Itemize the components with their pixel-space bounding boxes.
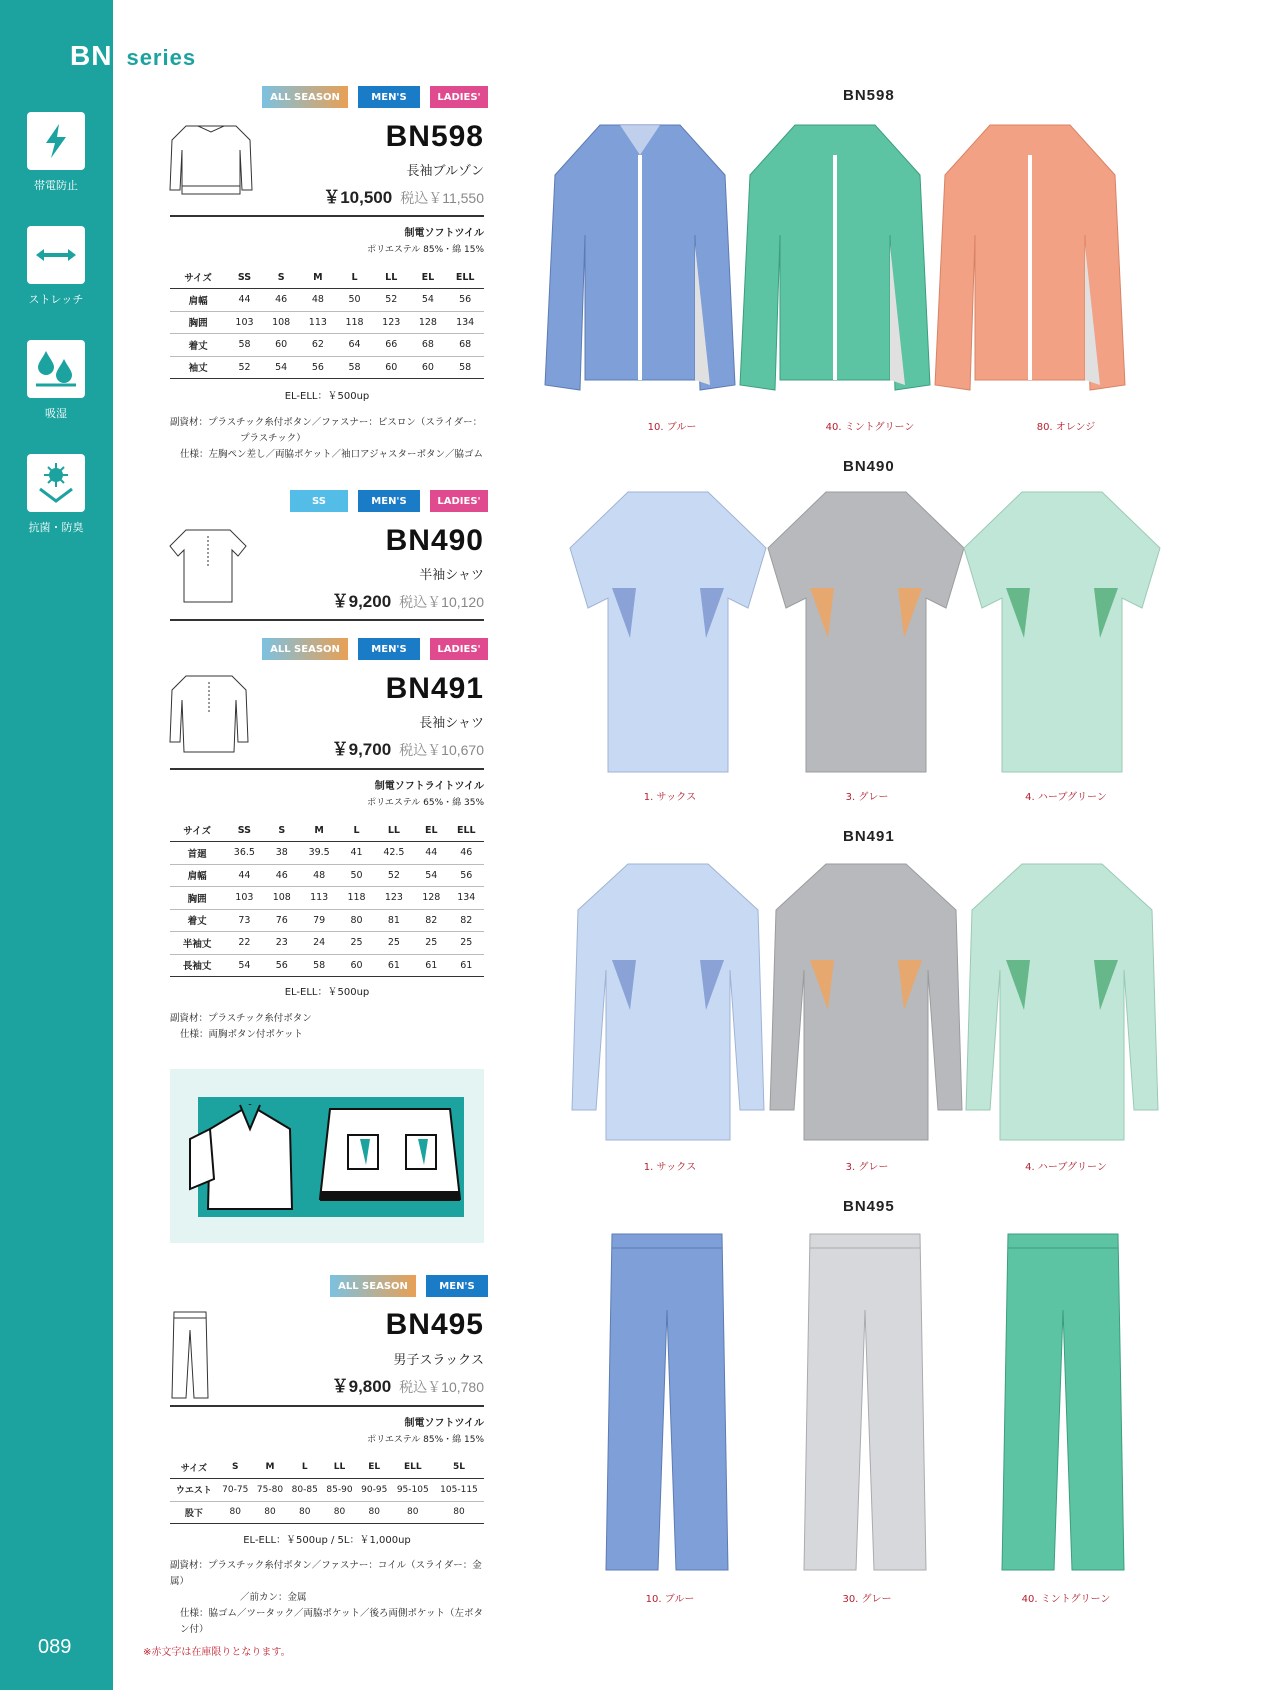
table-cell: 23 (265, 932, 300, 955)
table-cell: 56 (446, 289, 484, 312)
table-cell: 80 (339, 909, 374, 932)
table-cell: 60 (263, 334, 300, 357)
color-label: 1. サックス (643, 1162, 697, 1173)
spec-materials: 副資材：プラスチック糸付ボタン (170, 1013, 312, 1024)
table-header-cell: L (339, 819, 374, 842)
table-cell: 80 (434, 1501, 484, 1524)
bn490-gray-shirt (766, 488, 966, 778)
table-cell: 股下 (170, 1501, 218, 1524)
feature-moisture (27, 340, 85, 421)
table-cell: 52 (373, 289, 410, 312)
bn491-fabric (367, 779, 484, 811)
table-header-cell: サイズ (170, 266, 226, 289)
tax-price: 税込￥10,120 (399, 594, 484, 610)
table-header-row (170, 819, 484, 842)
table-row (170, 1501, 484, 1524)
table-cell: 128 (410, 311, 447, 334)
garment-body (964, 492, 1160, 772)
table-cell: 80-85 (287, 1479, 322, 1502)
table-cell: 首廻 (170, 842, 224, 865)
garment-body (804, 1234, 926, 1570)
table-row (170, 864, 484, 887)
table-cell: 80 (392, 1501, 434, 1524)
table-row (170, 932, 484, 955)
table-cell: 134 (446, 311, 484, 334)
table-cell: 22 (224, 932, 264, 955)
table-cell: 袖丈 (170, 356, 226, 379)
table-cell: 48 (299, 864, 339, 887)
table-header-cell: EL (410, 266, 447, 289)
table-cell: 41 (339, 842, 374, 865)
table-cell: 44 (414, 842, 449, 865)
bn598-spec (170, 415, 490, 463)
table-cell: 64 (336, 334, 373, 357)
table-cell: 24 (299, 932, 339, 955)
table-header-cell: ELL (449, 819, 484, 842)
feature-label: 吸湿 (45, 407, 67, 420)
table-header-cell: S (265, 819, 300, 842)
feature-antistatic (27, 112, 85, 193)
table-cell: 50 (336, 289, 373, 312)
bn495-blue-pants (602, 1230, 732, 1580)
table-cell: 半袖丈 (170, 932, 224, 955)
table-cell: 60 (339, 954, 374, 977)
spec-features: 仕様：左胸ペン差し／両脇ポケット／袖口アジャスターボタン／脇ゴム (180, 449, 483, 460)
table-cell: 80 (218, 1501, 253, 1524)
table-cell: 123 (373, 311, 410, 334)
table-cell: 52 (374, 864, 414, 887)
table-cell: 胸囲 (170, 887, 224, 910)
price-value: ￥9,200 (331, 592, 392, 611)
table-cell: 25 (339, 932, 374, 955)
feature-label: 抗菌・防臭 (28, 521, 84, 534)
bn598-mint-jacket (735, 115, 935, 405)
garment-body (770, 864, 962, 1140)
bn491-gray-shirt (766, 860, 966, 1145)
bn598-fabric (367, 226, 484, 258)
table-header-row (170, 266, 484, 289)
bn598-photo-title: BN598 (843, 87, 895, 104)
bn598-code: BN598 (385, 120, 484, 153)
table-cell: 113 (300, 311, 337, 334)
bn598-extra: EL-ELL：￥500up (284, 391, 370, 402)
table-header-cell: ELL (446, 266, 484, 289)
garment-body (966, 864, 1158, 1140)
color-label: 40. ミントグリーン (825, 422, 915, 433)
tax-price: 税込￥10,780 (399, 1379, 484, 1395)
table-cell: 胸囲 (170, 311, 226, 334)
table-cell: 56 (300, 356, 337, 379)
bn491-flat-drawing (168, 672, 250, 756)
table-header-cell: M (253, 1456, 288, 1479)
bn491-size-table (170, 819, 484, 977)
table-header-cell: S (218, 1456, 253, 1479)
tag-ss: SS (290, 490, 348, 512)
bn495-code: BN495 (385, 1308, 484, 1341)
table-cell: 128 (414, 887, 449, 910)
table-cell: 70-75 (218, 1479, 253, 1502)
bn491-sax-shirt (568, 860, 768, 1145)
lightning-icon (27, 112, 85, 170)
fabric-name: 制電ソフトツイル (404, 228, 484, 239)
bn491-extra: EL-ELL：￥500up (284, 987, 370, 998)
table-cell: 66 (373, 334, 410, 357)
table-cell: 80 (322, 1501, 357, 1524)
bn491-spec (170, 1011, 490, 1043)
table-cell: 103 (226, 311, 263, 334)
table-header-cell: サイズ (170, 819, 224, 842)
table-cell: 58 (226, 334, 263, 357)
tag-mens: MEN'S (426, 1275, 488, 1297)
table-header-cell: LL (373, 266, 410, 289)
footer-note: ※赤文字は在庫限りとなります。 (143, 1647, 291, 1658)
table-cell: 46 (265, 864, 300, 887)
tag-ladies: LADIES' (430, 490, 488, 512)
table-cell: 123 (374, 887, 414, 910)
workers-illustration (170, 1069, 484, 1243)
bn495-photo-title: BN495 (843, 1198, 895, 1215)
divider (170, 768, 484, 770)
table-row (170, 954, 484, 977)
tag-all-season: ALL SEASON (330, 1275, 416, 1297)
bn490-price (332, 587, 484, 612)
color-label: 80. オレンジ (1036, 422, 1096, 433)
table-cell: 108 (265, 887, 300, 910)
table-row (170, 356, 484, 379)
tag-mens: MEN'S (358, 490, 420, 512)
bn490-name: 半袖シャツ (419, 568, 484, 583)
table-cell: 81 (374, 909, 414, 932)
table-cell: 54 (414, 864, 449, 887)
garment-body (1002, 1234, 1124, 1570)
feature-stretch (27, 226, 85, 307)
table-cell: 108 (263, 311, 300, 334)
table-cell: 90-95 (357, 1479, 392, 1502)
color-label: 40. ミントグリーン (1021, 1594, 1111, 1605)
bn495-extra: EL-ELL：￥500up / 5L：￥1,000up (243, 1535, 411, 1546)
table-header-cell: LL (374, 819, 414, 842)
stretch-arrows-icon (27, 226, 85, 284)
bn491-code: BN491 (385, 672, 484, 705)
fabric-composition: ポリエステル 85%・綿 15% (367, 1435, 484, 1445)
price-value: ￥10,500 (323, 188, 393, 207)
table-cell: 肩幅 (170, 289, 226, 312)
feature-label: 帯電防止 (34, 179, 78, 192)
table-cell: 39.5 (299, 842, 339, 865)
table-header-cell: M (300, 266, 337, 289)
antibacterial-icon (27, 454, 85, 512)
table-cell: 25 (374, 932, 414, 955)
table-cell: 80 (287, 1501, 322, 1524)
spec-materials-cont: ／前カン：金属 (240, 1592, 307, 1603)
bn490-herbgreen-shirt (962, 488, 1162, 778)
table-cell: 80 (357, 1501, 392, 1524)
tag-ladies: LADIES' (430, 86, 488, 108)
tag-ladies: LADIES' (430, 638, 488, 660)
color-label: 3. グレー (845, 792, 889, 803)
bn495-flat-drawing (170, 1310, 210, 1400)
color-label: 1. サックス (643, 792, 697, 803)
table-cell: 113 (299, 887, 339, 910)
bn495-gray-pants (800, 1230, 930, 1580)
bn598-flat-drawing (168, 120, 254, 206)
table-cell: 46 (449, 842, 484, 865)
bn598-price (323, 183, 484, 208)
table-cell: 36.5 (224, 842, 264, 865)
table-cell: ウエスト (170, 1479, 218, 1502)
table-header-cell: SS (226, 266, 263, 289)
table-header-cell: L (287, 1456, 322, 1479)
table-cell: 44 (224, 864, 264, 887)
table-cell: 79 (299, 909, 339, 932)
uniform-illustration (170, 1069, 484, 1243)
tag-all-season: ALL SEASON (262, 638, 348, 660)
table-header-cell: 5L (434, 1456, 484, 1479)
table-cell: 48 (300, 289, 337, 312)
tag-mens: MEN'S (358, 638, 420, 660)
table-cell: 54 (224, 954, 264, 977)
tag-mens: MEN'S (358, 86, 420, 108)
bn495-spec (170, 1558, 490, 1638)
table-cell: 38 (265, 842, 300, 865)
bn598-orange-jacket (930, 115, 1130, 405)
table-header-cell: L (336, 266, 373, 289)
table-row (170, 311, 484, 334)
table-cell: 58 (336, 356, 373, 379)
table-cell: 60 (410, 356, 447, 379)
bn490-photo-title: BN490 (843, 458, 895, 475)
table-cell: 着丈 (170, 909, 224, 932)
table-cell: 25 (414, 932, 449, 955)
table-row (170, 1479, 484, 1502)
color-label: 10. ブルー (645, 1594, 695, 1605)
table-cell: 82 (414, 909, 449, 932)
color-label: 4. ハーブグリーン (1025, 1162, 1107, 1173)
tag-all-season: ALL SEASON (262, 86, 348, 108)
bn495-price (332, 1372, 484, 1397)
bn598-size-table (170, 266, 484, 379)
color-label: 4. ハーブグリーン (1025, 792, 1107, 803)
page-number: 089 (38, 1636, 72, 1658)
table-header-cell: SS (224, 819, 264, 842)
table-header-cell: S (263, 266, 300, 289)
bn495-name: 男子スラックス (393, 1353, 484, 1368)
color-label: 3. グレー (845, 1162, 889, 1173)
spec-materials-cont: プラスチック） (240, 433, 306, 444)
table-cell: 58 (299, 954, 339, 977)
spec-materials: 副資材：プラスチック糸付ボタン／ファスナー：コイル（スライダー：金属） (170, 1560, 482, 1587)
table-header-cell: ELL (392, 1456, 434, 1479)
series-title (70, 40, 196, 72)
table-cell: 56 (265, 954, 300, 977)
spec-features: 仕様：両胸ボタン付ポケット (180, 1029, 304, 1040)
table-cell: 46 (263, 289, 300, 312)
table-cell: 61 (449, 954, 484, 977)
bn495-fabric (367, 1416, 484, 1448)
table-header-cell: LL (322, 1456, 357, 1479)
table-cell: 95-105 (392, 1479, 434, 1502)
bn495-tags (330, 1275, 488, 1297)
bn491-name: 長袖シャツ (419, 716, 484, 731)
bn491-tags (262, 638, 488, 660)
tax-price: 税込￥10,670 (399, 742, 484, 758)
table-cell: 着丈 (170, 334, 226, 357)
table-cell: 25 (449, 932, 484, 955)
tax-price: 税込￥11,550 (400, 190, 484, 206)
fabric-name: 制電ソフトライトツイル (374, 781, 484, 792)
bn491-herbgreen-shirt (962, 860, 1162, 1145)
feature-antibacterial (27, 454, 85, 535)
table-cell: 73 (224, 909, 264, 932)
table-cell: 50 (339, 864, 374, 887)
water-drops-icon (27, 340, 85, 398)
bn598-tags (262, 86, 488, 108)
table-row (170, 909, 484, 932)
table-cell: 44 (226, 289, 263, 312)
table-cell: 54 (263, 356, 300, 379)
fabric-composition: ポリエステル 65%・綿 35% (367, 798, 484, 808)
table-cell: 68 (410, 334, 447, 357)
garment-body (606, 1234, 728, 1570)
table-row (170, 842, 484, 865)
bn490-tags (290, 490, 488, 512)
series-word: series (126, 45, 197, 70)
bn490-sax-shirt (568, 488, 768, 778)
table-row (170, 887, 484, 910)
table-row (170, 289, 484, 312)
table-cell: 82 (449, 909, 484, 932)
table-header-cell: EL (414, 819, 449, 842)
price-value: ￥9,800 (331, 1377, 392, 1396)
table-header-cell: サイズ (170, 1456, 218, 1479)
table-header-cell: EL (357, 1456, 392, 1479)
divider (170, 1405, 484, 1407)
table-header-cell: M (299, 819, 339, 842)
table-cell: 52 (226, 356, 263, 379)
bn495-size-table (170, 1456, 484, 1524)
garment-body (768, 492, 964, 772)
bn491-price (332, 735, 484, 760)
table-row (170, 334, 484, 357)
table-cell: 42.5 (374, 842, 414, 865)
bn495-mint-pants (998, 1230, 1128, 1580)
table-cell: 76 (265, 909, 300, 932)
table-cell: 長袖丈 (170, 954, 224, 977)
table-cell: 118 (336, 311, 373, 334)
garment-body (570, 492, 766, 772)
table-cell: 60 (373, 356, 410, 379)
table-cell: 54 (410, 289, 447, 312)
divider (170, 619, 484, 621)
table-cell: 85-90 (322, 1479, 357, 1502)
table-cell: 56 (449, 864, 484, 887)
garment-body (572, 864, 764, 1140)
table-cell: 134 (449, 887, 484, 910)
table-cell: 62 (300, 334, 337, 357)
table-cell: 118 (339, 887, 374, 910)
feature-label: ストレッチ (28, 293, 84, 306)
table-cell: 肩幅 (170, 864, 224, 887)
table-cell: 68 (446, 334, 484, 357)
table-header-row (170, 1456, 484, 1479)
bn490-code: BN490 (385, 524, 484, 557)
table-cell: 61 (414, 954, 449, 977)
table-cell: 75-80 (253, 1479, 288, 1502)
bn490-flat-drawing (168, 526, 248, 606)
color-label: 30. グレー (842, 1594, 892, 1605)
table-cell: 103 (224, 887, 264, 910)
fabric-composition: ポリエステル 85%・綿 15% (367, 245, 484, 255)
fabric-name: 制電ソフトツイル (404, 1418, 484, 1429)
bn598-name: 長袖ブルゾン (406, 164, 484, 179)
table-cell: 80 (253, 1501, 288, 1524)
price-value: ￥9,700 (331, 740, 392, 759)
spec-features: 仕様：脇ゴム／ツータック／両脇ポケット／後ろ両側ポケット（左ボタン付） (180, 1608, 484, 1635)
spec-materials: 副資材：プラスチック糸付ボタン／ファスナー：ビスロン（スライダー： (170, 417, 483, 428)
divider (170, 215, 484, 217)
table-cell: 58 (446, 356, 484, 379)
bn598-blue-jacket (540, 115, 740, 405)
table-cell: 61 (374, 954, 414, 977)
color-label: 10. ブルー (647, 422, 697, 433)
table-cell: 105-115 (434, 1479, 484, 1502)
series-bn: BN (70, 40, 113, 71)
bn491-photo-title: BN491 (843, 828, 895, 845)
